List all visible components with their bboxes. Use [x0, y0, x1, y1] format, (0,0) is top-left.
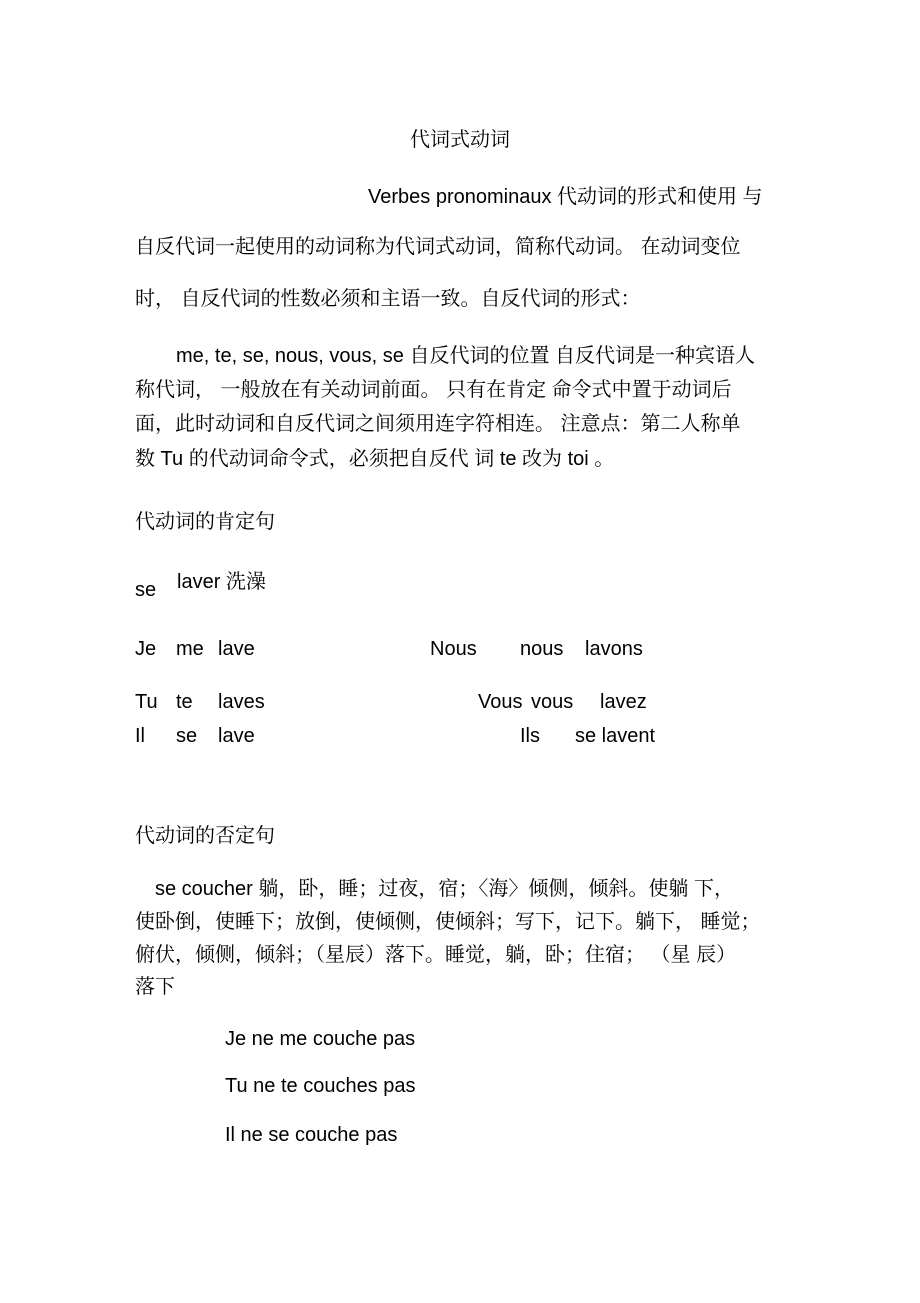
gloss-line-2: 使卧倒，使睡下；放倒，使倾侧，使倾斜；写下，记下。躺下， 睡觉；	[135, 911, 761, 933]
conjugation-cell: se	[176, 725, 198, 747]
conjugation-cell: laves	[218, 691, 265, 713]
affirmative-verb: laver 洗澡	[177, 571, 266, 593]
gloss-line-1: se coucher 躺，卧，睡；过夜，宿；〈海〉倾侧，倾斜。使躺 下，	[155, 878, 734, 900]
conjugation-cell: te	[176, 691, 193, 713]
position-rule-line-4: 数 Tu 的代动词命令式，必须把自反代 词 te 改为 toi 。	[135, 448, 615, 470]
conjugation-cell: se lavent	[575, 725, 656, 747]
position-rule-line-2: 称代词， 一般放在有关动词前面。 只有在肯定 命令式中置于动词后	[135, 379, 732, 401]
affirmative-verb-pronoun: se	[135, 579, 157, 601]
negative-example-2: Tu ne te couches pas	[225, 1075, 416, 1097]
position-rule-line-1: me, te, se, nous, vous, se 自反代词的位置 自反代词是一种宾语人	[176, 345, 756, 367]
conjugation-cell: lavons	[585, 638, 643, 660]
negative-example-1: Je ne me couche pas	[225, 1028, 416, 1050]
gloss-line-3: 俯伏，倾侧，倾斜；（星辰）落下。睡觉，躺，卧；住宿； （星 辰）	[135, 944, 737, 966]
position-rule-line-3: 面，此时动词和自反代词之间须用连字符相连。 注意点：第二人称单	[135, 413, 741, 435]
affirmative-heading: 代动词的肯定句	[135, 511, 275, 533]
conjugation-cell: lave	[218, 725, 255, 747]
conjugation-cell: Tu	[135, 691, 158, 713]
conjugation-cell: Nous	[430, 638, 477, 660]
conjugation-cell: Vous	[478, 691, 523, 713]
document-title: 代词式动词	[410, 129, 510, 151]
gloss-line-4: 落下	[135, 976, 175, 998]
conjugation-cell: Ils	[520, 725, 540, 747]
negative-example-3: Il ne se couche pas	[225, 1124, 398, 1146]
conjugation-cell: me	[176, 638, 204, 660]
conjugation-cell: Je	[135, 638, 157, 660]
intro-line-3: 时， 自反代词的性数必须和主语一致。自反代词的形式：	[135, 288, 641, 310]
conjugation-cell: lave	[218, 638, 255, 660]
intro-line-2: 自反代词一起使用的动词称为代词式动词，简称代动词。 在动词变位	[135, 236, 741, 258]
conjugation-cell: vous	[531, 691, 574, 713]
conjugation-cell: nous	[520, 638, 564, 660]
conjugation-cell: Il	[135, 725, 145, 747]
negative-heading: 代动词的否定句	[135, 825, 275, 847]
conjugation-cell: lavez	[600, 691, 647, 713]
intro-line-1: Verbes pronominaux 代动词的形式和使用 与	[368, 186, 763, 208]
